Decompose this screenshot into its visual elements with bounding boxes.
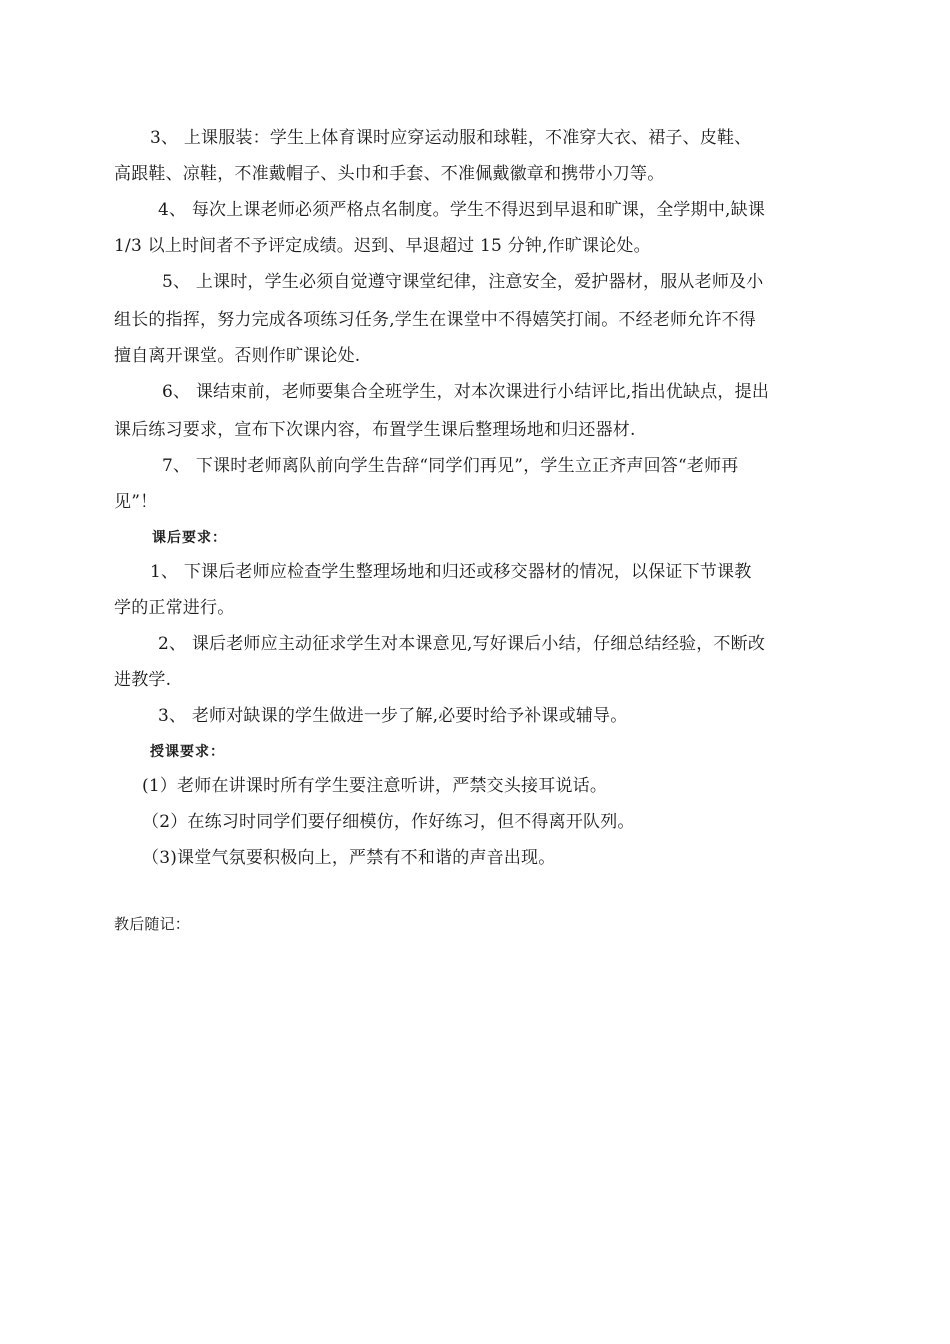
rule-7-line-1: 7、 下课时老师离队前向学生告辞“同学们再见”，学生立正齐声回答“老师再	[162, 456, 739, 476]
after-class-item-2-line-2: 进教学.	[114, 670, 172, 690]
rule-7-line-2: 见”！	[114, 492, 158, 512]
rule-3-line-1: 3、 上课服装：学生上体育课时应穿运动服和球鞋，不准穿大衣、裙子、皮鞋、	[150, 128, 752, 148]
rule-6-line-2: 课后练习要求，宣布下次课内容，布置学生课后整理场地和归还器材.	[114, 420, 636, 440]
rule-5-line-3: 擅自离开课堂。否则作旷课论处.	[114, 346, 361, 366]
rule-5-line-2: 组长的指挥，努力完成各项练习任务,学生在课堂中不得嬉笑打闹。不经老师允许不得	[114, 310, 757, 330]
rule-4-line-1: 4、 每次上课老师必须严格点名制度。学生不得迟到早退和旷课，全学期中,缺课	[158, 200, 766, 220]
after-class-item-3-line-1: 3、 老师对缺课的学生做进一步了解,必要时给予补课或辅导。	[158, 706, 628, 726]
teaching-item-2: （2）在练习时同学们要仔细模仿，作好练习，但不得离开队列。	[142, 812, 635, 832]
teaching-heading: 授课要求：	[150, 744, 225, 760]
teaching-item-3: （3)课堂气氛要积极向上，严禁有不和谐的声音出现。	[142, 848, 556, 868]
rule-5-line-1: 5、 上课时，学生必须自觉遵守课堂纪律，注意安全，爱护器材，服从老师及小	[162, 272, 764, 292]
rule-6-line-1: 6、 课结束前，老师要集合全班学生，对本次课进行小结评比,指出优缺点，提出	[162, 382, 770, 402]
after-class-item-1-line-1: 1、 下课后老师应检查学生整理场地和归还或移交器材的情况，以保证下节课教	[150, 562, 752, 582]
notes-label: 教后随记：	[114, 915, 191, 933]
after-class-item-2-line-1: 2、 课后老师应主动征求学生对本课意见,写好课后小结，仔细总结经验，不断改	[158, 634, 766, 654]
teaching-item-1: (1）老师在讲课时所有学生要注意听讲，严禁交头接耳说话。	[142, 776, 608, 796]
rule-4-line-2: 1/3 以上时间者不予评定成绩。迟到、早退超过 15 分钟,作旷课论处。	[114, 236, 651, 256]
after-class-heading: 课后要求：	[152, 530, 227, 546]
after-class-item-1-line-2: 学的正常进行。	[114, 598, 235, 618]
rule-3-line-2: 高跟鞋、凉鞋，不准戴帽子、头巾和手套、不准佩戴徽章和携带小刀等。	[114, 164, 665, 184]
